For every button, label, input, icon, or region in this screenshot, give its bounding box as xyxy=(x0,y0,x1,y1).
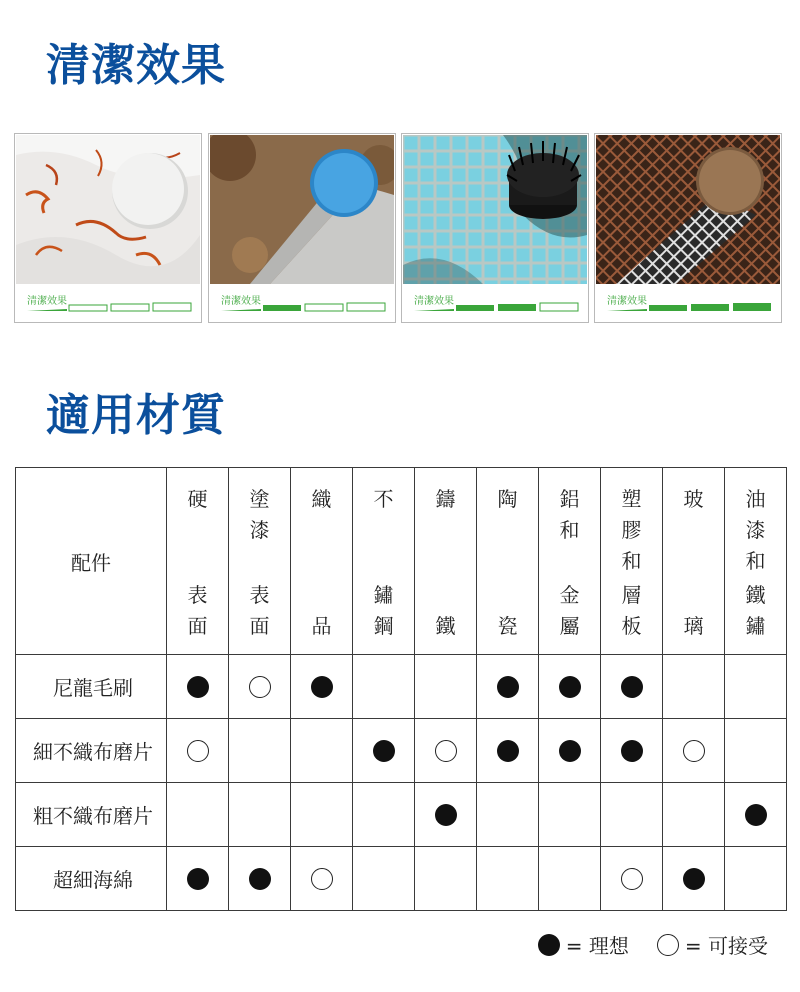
ideal-dot-icon xyxy=(621,740,643,762)
compatibility-cell xyxy=(229,719,291,783)
effect-caption: 清潔效果 xyxy=(221,296,261,307)
compatibility-cell xyxy=(477,719,539,783)
material-name-bottom xyxy=(167,580,228,642)
compatibility-cell xyxy=(291,655,353,719)
compatibility-cell xyxy=(291,847,353,911)
material-name-bottom xyxy=(725,580,786,642)
compatibility-cell xyxy=(229,655,291,719)
accessory-column-header: 配件 xyxy=(16,468,167,655)
legend-acceptable xyxy=(657,930,768,959)
material-char: 面 xyxy=(187,614,208,638)
applicable-material-title: 適用材質 xyxy=(46,390,226,441)
material-char: 金 xyxy=(559,583,580,607)
material-char: 漆 xyxy=(249,518,270,542)
material-char: 品 xyxy=(311,614,332,638)
compatibility-cell xyxy=(725,655,787,719)
acceptable-circle-icon xyxy=(683,740,705,762)
compatibility-cell xyxy=(725,719,787,783)
effect-meter xyxy=(607,302,773,312)
material-header xyxy=(167,468,229,655)
material-char: 塑 xyxy=(621,487,642,511)
compatibility-cell xyxy=(663,655,725,719)
compatibility-cell xyxy=(415,847,477,911)
ideal-dot-icon xyxy=(683,868,705,890)
material-char: 漆 xyxy=(745,518,766,542)
material-char: 表 xyxy=(249,583,270,607)
accessory-name: 粗不織布磨片 xyxy=(16,783,167,847)
accessory-name: 尼龍毛刷 xyxy=(16,655,167,719)
compatibility-cell xyxy=(229,783,291,847)
compatibility-cell xyxy=(539,847,601,911)
table-row xyxy=(16,847,787,911)
brush-photo xyxy=(403,135,587,284)
ideal-dot-icon xyxy=(621,676,643,698)
material-name-top xyxy=(415,484,476,515)
material-char: 面 xyxy=(249,614,270,638)
compatibility-cell xyxy=(353,847,415,911)
material-name-top xyxy=(601,484,662,577)
compatibility-cell xyxy=(601,783,663,847)
acceptable-circle-icon xyxy=(435,740,457,762)
material-header xyxy=(601,468,663,655)
material-name-bottom xyxy=(539,580,600,642)
compatibility-cell xyxy=(291,783,353,847)
compatibility-cell xyxy=(725,783,787,847)
compatibility-cell xyxy=(601,847,663,911)
effect-caption: 清潔效果 xyxy=(27,296,67,307)
ideal-dot-icon xyxy=(497,740,519,762)
cleaning-effect-cards xyxy=(14,133,786,323)
effect-card-coarse-pad xyxy=(594,133,782,323)
material-char: 瓷 xyxy=(497,614,518,638)
material-char: 璃 xyxy=(683,614,704,638)
material-char: 屬 xyxy=(559,614,580,638)
compatibility-cell xyxy=(353,655,415,719)
legend-ideal xyxy=(538,930,629,959)
material-char: 油 xyxy=(745,487,766,511)
compatibility-cell xyxy=(415,655,477,719)
compatibility-cell xyxy=(353,719,415,783)
ideal-dot-icon xyxy=(311,676,333,698)
accessory-name: 細不織布磨片 xyxy=(16,719,167,783)
compatibility-cell xyxy=(477,655,539,719)
compatibility-cell xyxy=(539,719,601,783)
material-name-top xyxy=(539,484,600,546)
effect-card-sponge xyxy=(14,133,202,323)
ideal-dot-icon xyxy=(497,676,519,698)
effect-meter xyxy=(221,302,387,312)
material-name-bottom xyxy=(229,580,290,642)
ideal-dot-icon xyxy=(559,676,581,698)
material-char: 硬 xyxy=(187,487,208,511)
material-name-bottom xyxy=(291,611,352,642)
compatibility-cell xyxy=(477,783,539,847)
legend xyxy=(510,930,768,959)
compatibility-cell xyxy=(353,783,415,847)
material-char: 鐵 xyxy=(435,614,456,638)
material-char: 陶 xyxy=(497,487,518,511)
material-char: 和 xyxy=(745,549,766,573)
material-name-top xyxy=(477,484,538,515)
cleaning-effect-title: 清潔效果 xyxy=(46,40,226,91)
acceptable-circle-icon xyxy=(249,676,271,698)
compatibility-cell xyxy=(663,783,725,847)
table-body xyxy=(16,655,787,911)
material-compatibility-table-wrap xyxy=(15,467,782,911)
sponge-photo xyxy=(16,135,200,284)
ideal-dot-icon xyxy=(435,804,457,826)
compatibility-cell xyxy=(477,847,539,911)
acceptable-circle-icon xyxy=(657,934,679,956)
material-name-bottom xyxy=(601,580,662,642)
effect-card-fine-pad xyxy=(208,133,396,323)
compatibility-cell xyxy=(663,847,725,911)
coarse-pad-photo xyxy=(596,135,780,284)
material-header xyxy=(539,468,601,655)
compatibility-cell xyxy=(539,655,601,719)
material-char: 鏽 xyxy=(373,583,394,607)
table-header-row xyxy=(16,468,787,655)
material-header xyxy=(725,468,787,655)
acceptable-circle-icon xyxy=(187,740,209,762)
material-name-bottom xyxy=(415,611,476,642)
accessory-name: 超細海綿 xyxy=(16,847,167,911)
material-name-top xyxy=(167,484,228,515)
material-char: 表 xyxy=(187,583,208,607)
material-char: 塗 xyxy=(249,487,270,511)
material-name-top xyxy=(291,484,352,515)
material-char: 玻 xyxy=(683,487,704,511)
legend-acceptable-label: = 可接受 xyxy=(684,934,768,958)
material-char: 織 xyxy=(311,487,332,511)
acceptable-circle-icon xyxy=(621,868,643,890)
material-name-top xyxy=(663,484,724,515)
material-char: 鏽 xyxy=(745,614,766,638)
material-char: 鑄 xyxy=(435,487,456,511)
ideal-dot-icon xyxy=(373,740,395,762)
compatibility-cell xyxy=(167,847,229,911)
compatibility-cell xyxy=(415,719,477,783)
material-char: 不 xyxy=(373,487,394,511)
ideal-dot-icon xyxy=(249,868,271,890)
material-header xyxy=(415,468,477,655)
material-char: 和 xyxy=(621,549,642,573)
effect-meter xyxy=(414,302,580,312)
table-row xyxy=(16,655,787,719)
compatibility-cell xyxy=(539,783,601,847)
compatibility-cell xyxy=(663,719,725,783)
material-char: 和 xyxy=(559,518,580,542)
material-header xyxy=(229,468,291,655)
table-row xyxy=(16,783,787,847)
compatibility-cell xyxy=(601,655,663,719)
material-name-bottom xyxy=(353,580,414,642)
material-char: 鋼 xyxy=(373,614,394,638)
material-header xyxy=(353,468,415,655)
table-row xyxy=(16,719,787,783)
compatibility-cell xyxy=(291,719,353,783)
material-char: 鋁 xyxy=(559,487,580,511)
ideal-dot-icon xyxy=(187,676,209,698)
material-header xyxy=(291,468,353,655)
ideal-dot-icon xyxy=(187,868,209,890)
compatibility-cell xyxy=(229,847,291,911)
effect-caption: 清潔效果 xyxy=(414,296,454,307)
material-char: 層 xyxy=(621,583,642,607)
material-char: 鐵 xyxy=(745,583,766,607)
ideal-dot-icon xyxy=(538,934,560,956)
material-char: 板 xyxy=(621,614,642,638)
material-name-top xyxy=(229,484,290,546)
compatibility-cell xyxy=(167,783,229,847)
material-header xyxy=(663,468,725,655)
fine-pad-photo xyxy=(210,135,394,284)
material-compatibility-table xyxy=(15,467,787,911)
effect-card-brush xyxy=(401,133,589,323)
ideal-dot-icon xyxy=(559,740,581,762)
material-header xyxy=(477,468,539,655)
effect-caption: 清潔效果 xyxy=(607,296,647,307)
compatibility-cell xyxy=(601,719,663,783)
compatibility-cell xyxy=(167,719,229,783)
compatibility-cell xyxy=(725,847,787,911)
acceptable-circle-icon xyxy=(311,868,333,890)
material-name-bottom xyxy=(663,611,724,642)
ideal-dot-icon xyxy=(745,804,767,826)
material-name-top xyxy=(353,484,414,515)
material-char: 膠 xyxy=(621,518,642,542)
material-name-bottom xyxy=(477,611,538,642)
material-name-top xyxy=(725,484,786,577)
compatibility-cell xyxy=(167,655,229,719)
effect-meter xyxy=(27,302,193,312)
legend-ideal-label: = 理想 xyxy=(565,934,629,958)
compatibility-cell xyxy=(415,783,477,847)
